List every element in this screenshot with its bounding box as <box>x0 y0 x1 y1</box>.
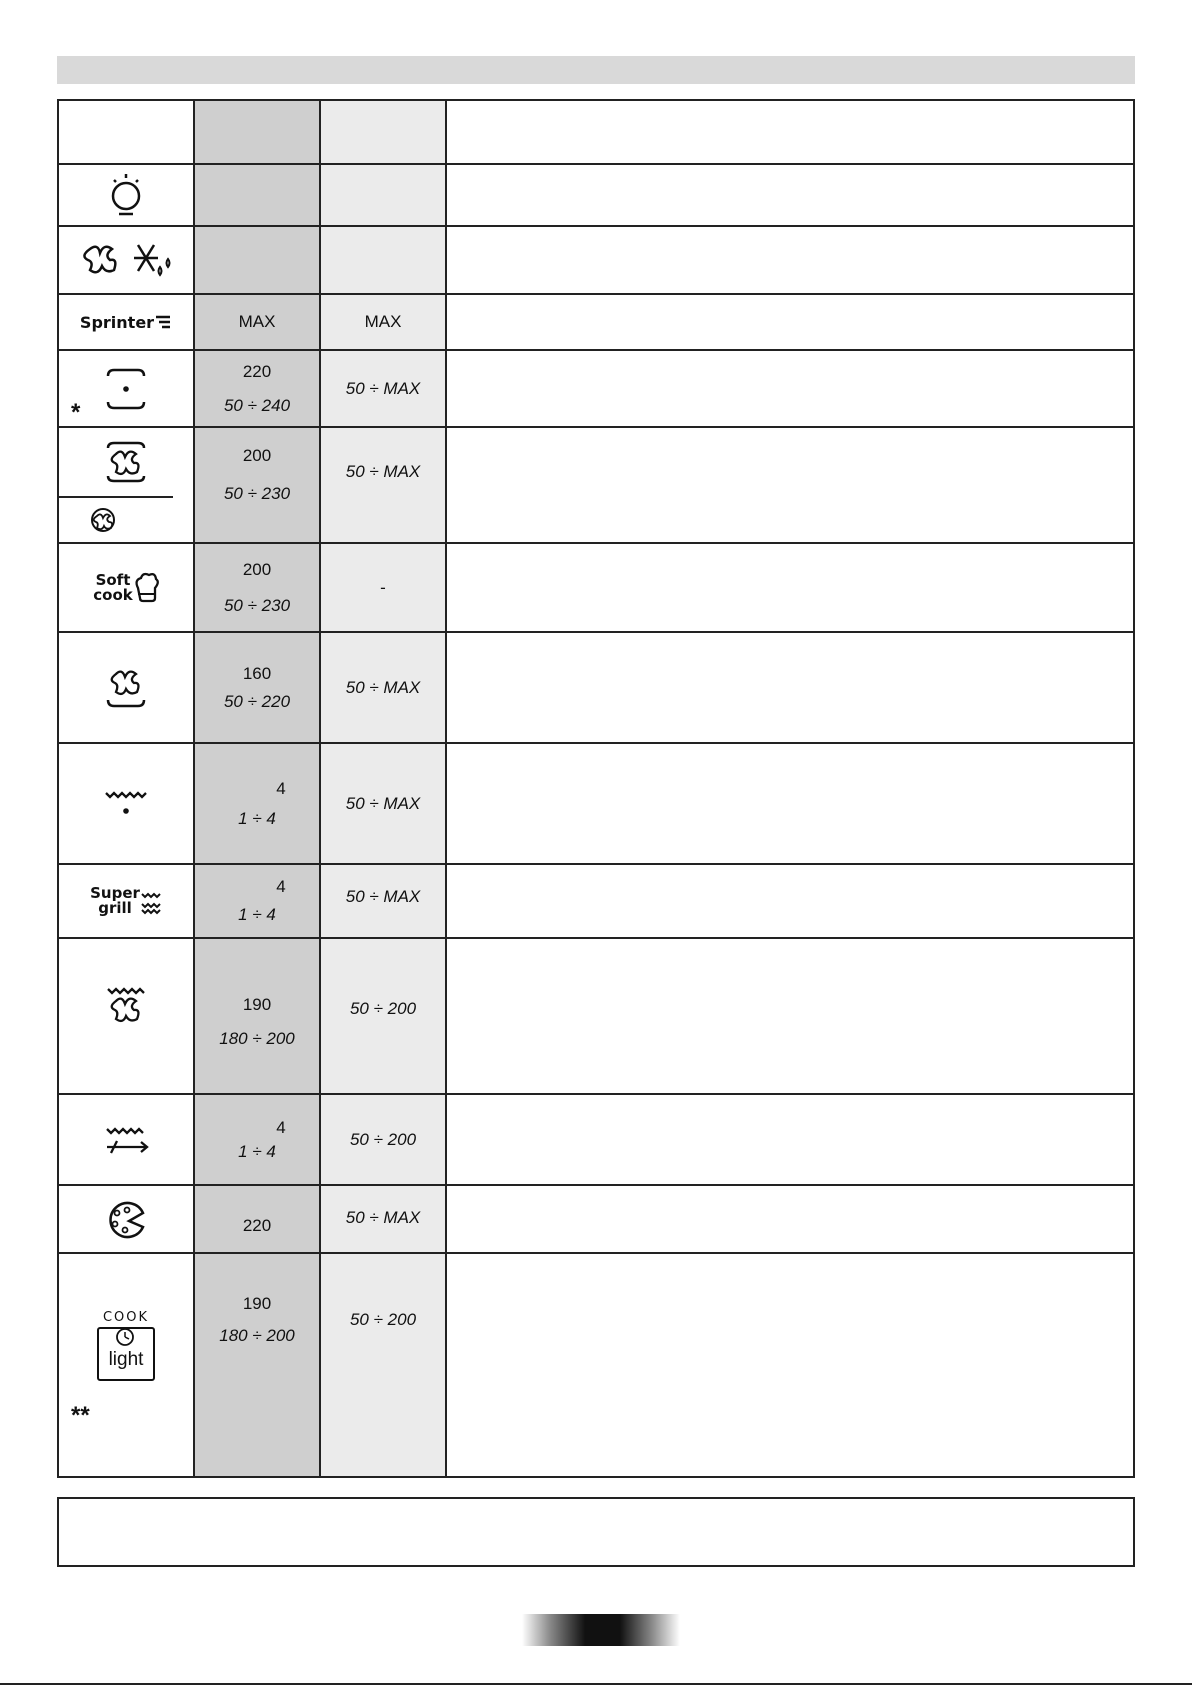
fan-bottom-heat-icon <box>104 666 148 710</box>
speed-lines-icon <box>154 314 172 330</box>
super-grill-label-1: Super <box>90 884 140 902</box>
oven-functions-table <box>57 99 1135 1478</box>
soft-cook-label-2: cook <box>93 585 133 604</box>
default-value: 190 <box>242 995 272 1014</box>
temp-range: 50 ÷ 200 <box>349 1129 417 1149</box>
super-grill-label-2: grill <box>98 899 132 917</box>
table-row <box>58 1185 1134 1253</box>
default-value: MAX <box>238 312 276 331</box>
temp-range: - <box>380 577 386 597</box>
table-row <box>58 543 1134 632</box>
sprinter-icon <box>59 313 193 332</box>
temp-range: 50 ÷ MAX <box>345 1208 421 1227</box>
table-row <box>58 1094 1134 1185</box>
note-box <box>57 1497 1135 1567</box>
default-value: 200 <box>242 559 272 579</box>
clock-icon <box>115 1327 135 1347</box>
temp-range: 50 ÷ 230 <box>223 484 291 503</box>
page-number-tab <box>522 1614 680 1646</box>
temp-range: 1 ÷ 4 <box>238 808 276 828</box>
fan-top-bottom-icon <box>104 440 148 484</box>
footnote-star: * <box>71 399 81 426</box>
grill-spit-icon <box>103 1123 149 1157</box>
table-row <box>58 164 1134 226</box>
default-value: 4 <box>276 877 286 896</box>
default-value: 220 <box>242 361 272 381</box>
fan-grill-icon <box>104 985 148 1025</box>
table-row <box>58 226 1134 294</box>
table-row <box>58 350 1134 427</box>
table-row <box>58 294 1134 350</box>
temp-range: 50 ÷ 200 <box>349 999 417 1018</box>
temp-range: MAX <box>364 312 402 331</box>
chef-hat-icon <box>133 572 159 604</box>
sprinter-icon-label: Sprinter <box>79 312 155 332</box>
fan-defrost-icon <box>76 237 176 283</box>
default-value: 190 <box>242 1294 272 1313</box>
temp-range: 180 ÷ 200 <box>219 1326 295 1345</box>
temp-range: 1 ÷ 4 <box>238 1141 276 1161</box>
top-bottom-heat-icon <box>104 366 148 412</box>
cook-light-label-1: COOK <box>102 1310 150 1325</box>
default-value: 4 <box>276 778 286 798</box>
soft-cook-label-1: Soft <box>95 570 131 589</box>
temp-range: 50 ÷ 200 <box>349 1310 417 1329</box>
table-row <box>58 100 1134 164</box>
section-header-bar <box>57 56 1135 84</box>
default-value: 160 <box>242 663 272 683</box>
fan-circular-icon <box>89 506 117 534</box>
temp-range: 50 ÷ 230 <box>223 595 291 615</box>
pizza-icon <box>103 1199 149 1239</box>
grill-icon <box>104 787 148 821</box>
temp-range: 50 ÷ 220 <box>223 691 291 711</box>
table-row <box>58 1253 1134 1477</box>
double-grill-icon <box>140 886 162 916</box>
footnote-double-star: ** <box>71 1402 90 1429</box>
temp-range: 50 ÷ 240 <box>223 395 291 415</box>
cook-light-icon <box>59 1310 193 1381</box>
temp-range: 50 ÷ MAX <box>345 378 421 398</box>
table-row <box>58 938 1134 1094</box>
temp-range: 50 ÷ MAX <box>345 887 421 906</box>
table-row <box>58 743 1134 864</box>
temp-range: 50 ÷ MAX <box>345 677 421 697</box>
default-value: 200 <box>242 446 272 465</box>
soft-cook-icon <box>59 572 193 604</box>
temp-range: 180 ÷ 200 <box>219 1029 295 1048</box>
temp-range: 50 ÷ MAX <box>345 793 421 813</box>
cook-light-label-2: light <box>108 1349 144 1370</box>
table-row <box>58 864 1134 938</box>
default-value: 4 <box>276 1117 286 1137</box>
super-grill-icon <box>59 886 193 916</box>
default-value: 220 <box>242 1216 272 1235</box>
oven-lamp-icon <box>106 170 146 220</box>
table-row <box>58 427 1134 543</box>
table-row <box>58 632 1134 743</box>
temp-range: 50 ÷ MAX <box>345 462 421 481</box>
temp-range: 1 ÷ 4 <box>238 905 276 924</box>
